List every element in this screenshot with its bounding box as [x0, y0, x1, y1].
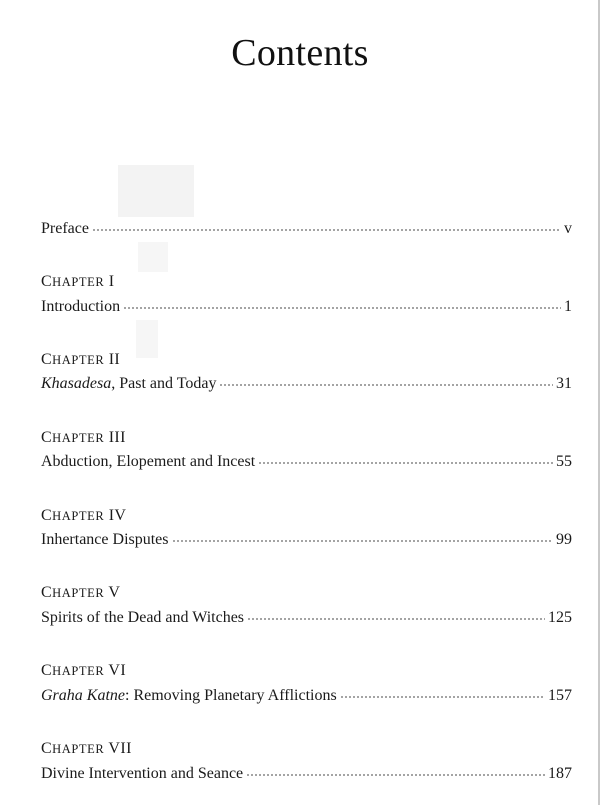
toc-entry-title: Abduction, Elopement and Incest: [41, 453, 256, 470]
toc-entry-title: Spirits of the Dead and Witches: [41, 609, 245, 626]
page-title: Contents: [231, 32, 369, 74]
dot-leader: [92, 229, 561, 231]
toc-entry-chapter-6[interactable]: [41, 686, 572, 706]
toc-entry-chapter-2[interactable]: [41, 374, 572, 394]
toc-entry-title: Divine Intervention and Seance: [41, 765, 244, 782]
chapter-label: CHAPTER V: [41, 584, 121, 601]
toc-entry-title: Preface: [41, 220, 89, 237]
dot-leader: [340, 696, 545, 698]
chapter-label: CHAPTER VI: [41, 662, 127, 679]
toc-entry-chapter-4[interactable]: [41, 530, 572, 550]
scan-shade: [118, 165, 194, 217]
toc-entry-chapter-3[interactable]: [41, 452, 572, 472]
toc-entry-preface[interactable]: [41, 219, 572, 239]
dot-leader: [123, 307, 561, 309]
toc-entry-page: 99: [556, 531, 572, 548]
toc-entry-chapter-1[interactable]: [41, 297, 572, 317]
toc-entry-chapter-5[interactable]: [41, 608, 572, 628]
toc-entry-page: v: [564, 220, 572, 237]
dot-leader: [247, 618, 545, 620]
chapter-label: CHAPTER II: [41, 351, 121, 368]
toc-entry-page: 125: [548, 609, 572, 626]
toc-entry-title: Introduction: [41, 298, 121, 315]
dot-leader: [246, 774, 545, 776]
chapter-label: CHAPTER I: [41, 273, 115, 290]
chapter-label: CHAPTER VII: [41, 740, 132, 757]
toc-entry-title: Inhertance Disputes: [41, 531, 169, 548]
scan-shade: [138, 242, 168, 272]
scan-shade: [136, 320, 158, 358]
dot-leader: [219, 384, 553, 386]
dot-leader: [258, 462, 553, 464]
toc-entry-page: 31: [556, 375, 572, 392]
chapter-label: CHAPTER III: [41, 429, 126, 446]
toc-entry-page: 1: [564, 298, 572, 315]
toc-entry-page: 187: [548, 765, 572, 782]
toc-entry-chapter-7[interactable]: [41, 764, 572, 784]
chapter-label: CHAPTER IV: [41, 507, 127, 524]
toc-entry-title: Khasadesa, Past and Today: [41, 375, 217, 392]
toc-entry-page: 157: [548, 687, 572, 704]
toc-entry-page: 55: [556, 453, 572, 470]
toc-entry-title: Graha Katne: Removing Planetary Afflictions: [41, 687, 337, 704]
dot-leader: [172, 540, 553, 542]
